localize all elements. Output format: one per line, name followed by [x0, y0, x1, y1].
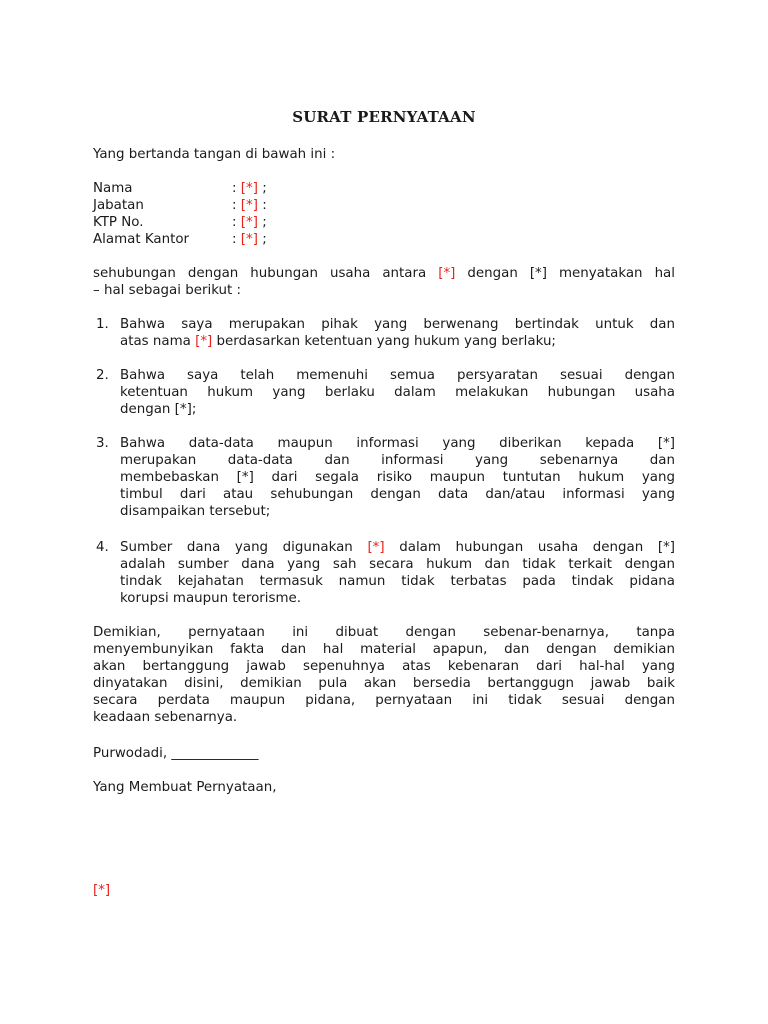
signature-name: [*]: [93, 883, 111, 898]
field-jabatan: [93, 197, 675, 214]
item-line: membebaskan [*] dari segala risiko maupun tuntutan hukum yang: [120, 470, 675, 485]
item-line: dengan [*];: [120, 402, 197, 417]
field-separator: :: [232, 181, 237, 196]
paragraph-line: dinyatakan disini, demikian pula akan bersedia bertanggugn jawab baik: [93, 676, 675, 691]
item-number: 2.: [96, 368, 109, 383]
paragraph-line: keadaan sebenarnya.: [93, 710, 238, 725]
field-label: Nama: [93, 181, 133, 196]
placeholder-marker: [*]: [438, 266, 456, 281]
item-line: Bahwa data-data maupun informasi yang diberikan kepada [*]: [120, 436, 675, 451]
item-line: ketentuan hukum yang berlaku dalam melakukan hubungan usaha: [120, 385, 675, 400]
placeholder-marker: [*]: [240, 198, 258, 213]
document-title: SURAT PERNYATAAN: [292, 108, 476, 126]
text-span: dalam hubungan usaha dengan [*]: [399, 540, 675, 555]
item-line: Bahwa saya telah memenuhi semua persyaratan sesuai dengan: [120, 368, 675, 383]
field-label: Alamat Kantor: [93, 232, 190, 247]
paragraph-line: secara perdata maupun pidana, pernyataan ini tidak sesuai dengan: [93, 693, 675, 708]
item-line: disampaikan tersebut;: [120, 504, 271, 519]
paragraph-line: menyembunyikan fakta dan hal material apapun, dan dengan demikian: [93, 642, 675, 657]
placeholder-marker: [*]: [195, 334, 213, 349]
text-span: atas nama: [120, 334, 191, 349]
paragraph-line: – hal sebagai berikut :: [93, 283, 242, 298]
item-line: [120, 333, 675, 350]
item-line: merupakan data-data dan informasi yang sebenarnya dan: [120, 453, 675, 468]
field-alamat-kantor: [93, 231, 675, 248]
item-number: 1.: [96, 317, 109, 332]
field-end: :: [262, 198, 267, 213]
placeholder-marker: [*]: [367, 540, 385, 555]
placeholder-marker: [*]: [240, 215, 258, 230]
list-item: [120, 539, 675, 607]
field-end: ;: [262, 232, 267, 247]
field-ktp: [93, 214, 675, 231]
item-number: 3.: [96, 436, 109, 451]
closing-paragraph: [93, 624, 675, 726]
text-span: sehubungan dengan hubungan usaha antara: [93, 266, 427, 281]
placeholder-marker: [*]: [240, 181, 258, 196]
field-label: Jabatan: [93, 198, 144, 213]
list-item: [120, 316, 675, 350]
relationship-paragraph: [93, 265, 675, 299]
paragraph-line: [93, 265, 675, 282]
field-end: ;: [262, 181, 267, 196]
item-line: tindak kejahatan termasuk namun tidak terbatas pada tindak pidana: [120, 574, 675, 589]
list-item: [120, 435, 675, 520]
text-span: dengan [*] menyatakan hal: [467, 266, 675, 281]
item-line: Bahwa saya merupakan pihak yang berwenang bertindak untuk dan: [120, 317, 675, 332]
field-end: ;: [262, 215, 267, 230]
identity-fields: [93, 180, 675, 248]
field-label: KTP No.: [93, 215, 144, 230]
text-span: Sumber dana yang digunakan: [120, 540, 353, 555]
field-separator: :: [232, 215, 237, 230]
item-line: timbul dari atau sehubungan dengan data dan/atau informasi yang: [120, 487, 675, 502]
item-line: korupsi maupun terorisme.: [120, 591, 302, 606]
item-number: 4.: [96, 540, 109, 555]
paragraph-line: akan bertanggung jawab sepenuhnya atas kebenaran dari hal-hal yang: [93, 659, 675, 674]
signer-label: Yang Membuat Pernyataan,: [93, 780, 277, 795]
field-separator: :: [232, 232, 237, 247]
paragraph-line: Demikian, pernyataan ini dibuat dengan sebenar-benarnya, tanpa: [93, 625, 675, 640]
item-line: [120, 539, 675, 556]
item-line: adalah sumber dana yang sah secara hukum dan tidak terkait dengan: [120, 557, 675, 572]
placeholder-marker: [*]: [240, 232, 258, 247]
place-date: Purwodadi, _____________: [93, 746, 259, 761]
intro-text: Yang bertanda tangan di bawah ini :: [93, 147, 336, 162]
field-nama: [93, 180, 675, 197]
list-item: [120, 367, 675, 418]
text-span: berdasarkan ketentuan yang hukum yang berlaku;: [216, 334, 556, 349]
field-separator: :: [232, 198, 237, 213]
